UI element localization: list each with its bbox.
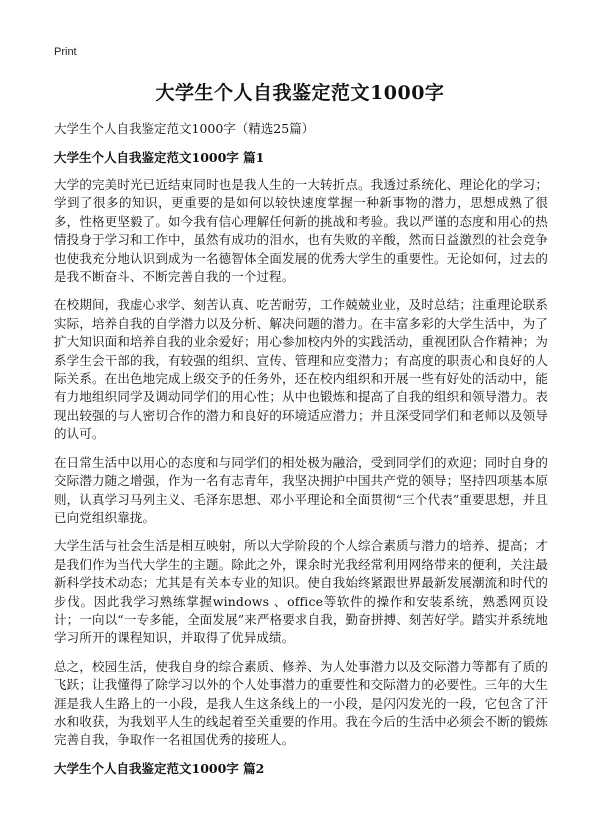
- print-link[interactable]: Print: [54, 46, 77, 58]
- section-heading-1: 大学生个人自我鉴定范文1000字 篇1: [54, 150, 265, 165]
- paragraph: 在日常生活中以用心的态度和与同学们的相处极为融洽，受到同学们的欢迎；同时自身的交际潜力随之增强，作为一名有志青年，我坚决拥护中国共产党的领导；坚持四项基本原则，认真学习马列主义、毛泽东思想、邓小平理论和全面贯彻“三个代表”重要思想，并且已向党组织靠拢。: [54, 454, 548, 525]
- paragraph: 大学的完美时光已近结束同时也是我人生的一大转折点。我透过系统化、理论化的学习；学到了很多的知识，更重要的是如何以较快速度掌握一种新事物的潜力，思想成熟了很多，性格更坚毅了。如今我有信心理解任何新的挑战和考验。我以严谨的态度和用心的热情投身于学习和工作中，虽然有成功的泪水，也有失败的辛酸，然而日益激烈的社会竞争也使我充分地认识到成为一名德智体全面发展的优秀大学生的重要性。无论如何，过去的是我不断奋斗、不断完善自我的一个过程。: [54, 177, 548, 285]
- paragraph: 在校期间，我虚心求学、刻苦认真、吃苦耐劳，工作兢兢业业，及时总结；注重理论联系实际，培养自我的自学潜力以及分析、解决问题的潜力。在丰富多彩的大学生活中，为了扩大知识面和培养自我的业余爱好；用心参加校内外的实践活动，重视团队合作精神；为系学生会干部的我，有较强的组织、宣传、管理和应变潜力；有高度的职责心和良好的人际关系。在出色地完成上级交予的任务外，还在校内组织和开展一些有好处的活动中，能有力地组织同学及调动同学们的用心性；从中也锻炼和提高了自我的组织和领导潜力。表现出较强的与人密切合作的潜力和良好的环境适应潜力；并且深受同学们和老师以及领导的认可。: [54, 297, 548, 442]
- paragraph: 总之，校园生活，使我自身的综合素质、修养、为人处事潜力以及交际潜力等都有了质的飞跃；让我懂得了除学习以外的个人处事潜力的重要性和交际潜力的必要性。三年的大生涯是我人生路上的一小段，是我人生这条线上的一小段，是闪闪发光的一段，它包含了汗水和收获，为我划平人生的线起着至关重要的作用。我在今后的生活中必须会不断的锻炼完善自我，争取作一名祖国优秀的接班人。: [54, 658, 548, 748]
- document-subtitle: 大学生个人自我鉴定范文1000字（精选25篇）: [54, 121, 315, 136]
- section-heading-2: 大学生个人自我鉴定范文1000字 篇2: [54, 760, 265, 776]
- page-title: 大学生个人自我鉴定范文1000字: [155, 82, 445, 104]
- document-body: [54, 120, 548, 787]
- paragraph: 大学生活与社会生活是相互映射，所以大学阶段的个人综合素质与潜力的培养、提高；才是我们作为当代大学生的主题。除此之外，课余时光我经常利用网络带来的便利，关注最新科学技术动态；尤其是有关本专业的知识。使自我始终紧跟世界最新发展潮流和时代的步伐。因此我学习熟练掌握windows 、office等软件的操作和安装系统，熟悉网页设计；一向以“一专多能，全面发展”来严格要求自我，勤奋拼搏、刻苦好学。踏实并系统地学习所开的课程知识，并取得了优异成绩。: [54, 538, 548, 646]
